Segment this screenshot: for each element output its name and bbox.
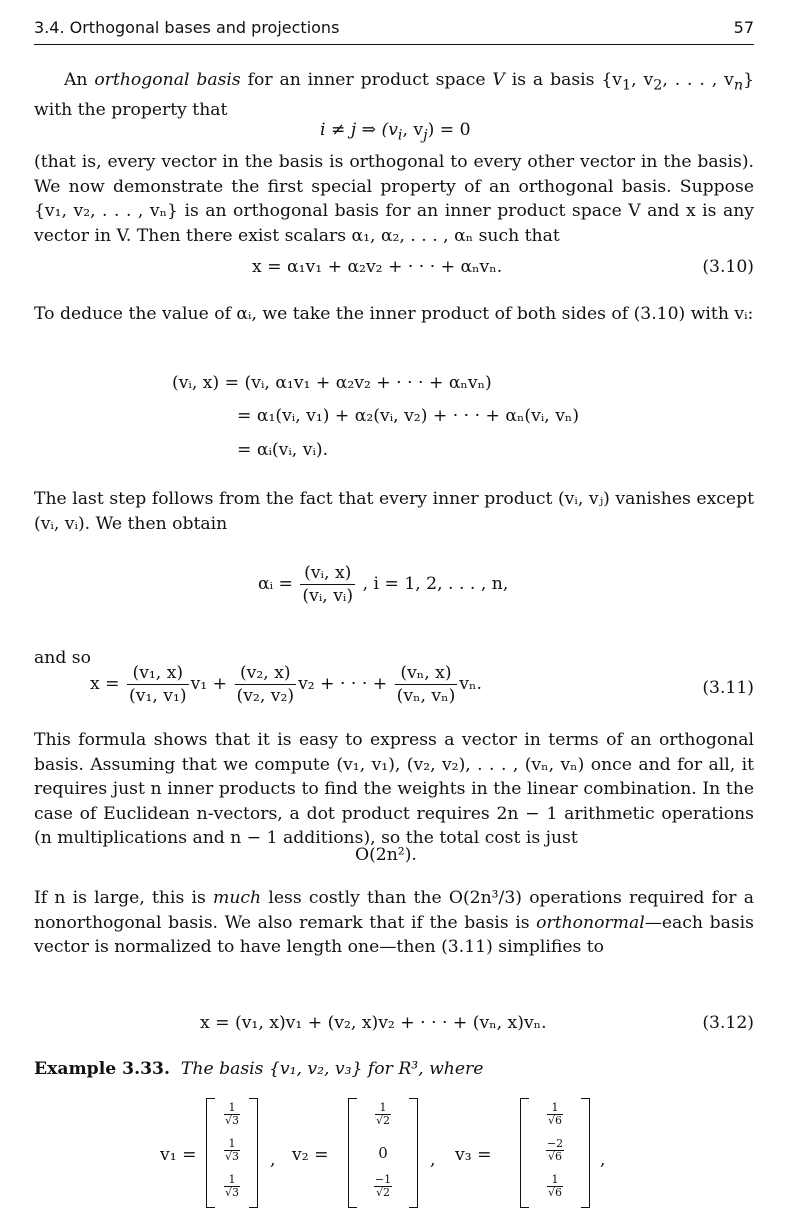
equation-alpha: αᵢ = $\frac{\text{(vᵢ, x)}}{\text{(vᵢ, vᵢ)}}$ , i = 1, 2, . . . , n, [258,563,509,606]
vector-sep-2: , [430,1150,436,1170]
derivation-line-1: (vᵢ, x) = (vᵢ, α₁v₁ + α₂v₂ + · · · + αₙvₙ) [172,373,492,393]
term-orthogonal-basis: orthogonal basis [94,70,241,90]
equation-label-3-12: (3.12) [702,1013,754,1033]
equation-3-12: x = (v₁, x)v₁ + (v₂, x)v₂ + · · · + (vₙ, x)vₙ. [200,1013,547,1033]
vector-v3-matrix: $\frac{1}{√6}$ $\frac{-2}{√6}$ $\frac{1}{√6}$ [520,1098,590,1208]
vector-v1-label: v₁ = [160,1145,197,1165]
page-number: 57 [733,18,754,37]
paragraph-orthonormal: If n is large, this is much less costly than the O(2n³/3) operations required for a nonorthogonal basis. We also remark that if the basis is orthonormal—each basis vector is normalized to have length one—then (3.11) simplifies to [34,888,754,957]
paragraph-intro: (that is, every vector in the basis is orthogonal to every other vector in the basis). We now demonstrate the first special property of an orthogonal basis. Suppose {v₁, v₂, . . . , vₙ} is an orthogonal basis for an inner product space V and x is any vector in V. Then there exist scalars α₁, α₂, . . . , αₙ such that [34,152,754,246]
paragraph-definition: An orthogonal basis for an inner product space V is a basis {$v_1$, $v_2$, . . . , $v_n$} with the property that [34,70,755,120]
equation-cost: O(2n²). [355,845,417,865]
derivation-line-3: = αᵢ(vᵢ, vᵢ). [237,440,329,460]
equation-3-11: x = $\frac{\text{(v₁, x)}}{\text{(v₁, v₁)}}$ v₁ + $\frac{\text{(v₂, x)}}{\text{(v₂, v₂)}}$ v₂ + · · · + $\frac{\text{(vₙ, x)}}{\text{(vₙ, vₙ)}}$ vₙ. [90,663,482,706]
vector-v3-label: v₃ = [455,1145,492,1165]
section-title: 3.4. Orthogonal bases and projections [34,18,340,37]
text-and-so: and so [34,648,91,668]
running-header [34,14,754,45]
vector-sep-3: , [600,1150,606,1170]
paragraph-formula: This formula shows that it is easy to express a vector in terms of an orthogonal basis. Assuming that we compute (v₁, v₁), (v₂, v₂), . . . , (vₙ, vₙ) once and for all, it requires just n inner products to find the weights in the linear combination. In the case of Euclidean n-vectors, a dot product requires 2n − 1 arithmetic operations (n multiplications and n − 1 additions), so the total cost is just [34,730,754,848]
paragraph-last-step: The last step follows from the fact that every inner product (vᵢ, vⱼ) vanishes except (vᵢ, vᵢ). We then obtain [34,489,754,534]
equation-3-10: x = α₁v₁ + α₂v₂ + · · · + αₙvₙ. [252,257,503,277]
derivation-line-2: = α₁(vᵢ, v₁) + α₂(vᵢ, v₂) + · · · + αₙ(vᵢ, vₙ) [237,406,580,426]
vector-v2-matrix: $\frac{1}{√2}$ 0 $\frac{-1}{√2}$ [348,1098,418,1208]
equation-orthogonality: i ≠ j ⇒ ($v_i$, $v_j) = 0$ [320,120,471,144]
vector-v1-matrix: $\frac{1}{√3}$ $\frac{1}{√3}$ $\frac{1}{√3}$ [206,1098,258,1208]
paragraph-deduce: To deduce the value of αᵢ, we take the inner product of both sides of (3.10) with vᵢ: [34,304,754,324]
vector-sep-1: , [270,1150,276,1170]
equation-label-3-11: (3.11) [702,678,754,698]
vector-v2-label: v₂ = [292,1145,329,1165]
equation-label-3-10: (3.10) [702,257,754,277]
example-3-33: Example 3.33. The basis {v₁, v₂, v₃} for R³, where [34,1059,484,1079]
